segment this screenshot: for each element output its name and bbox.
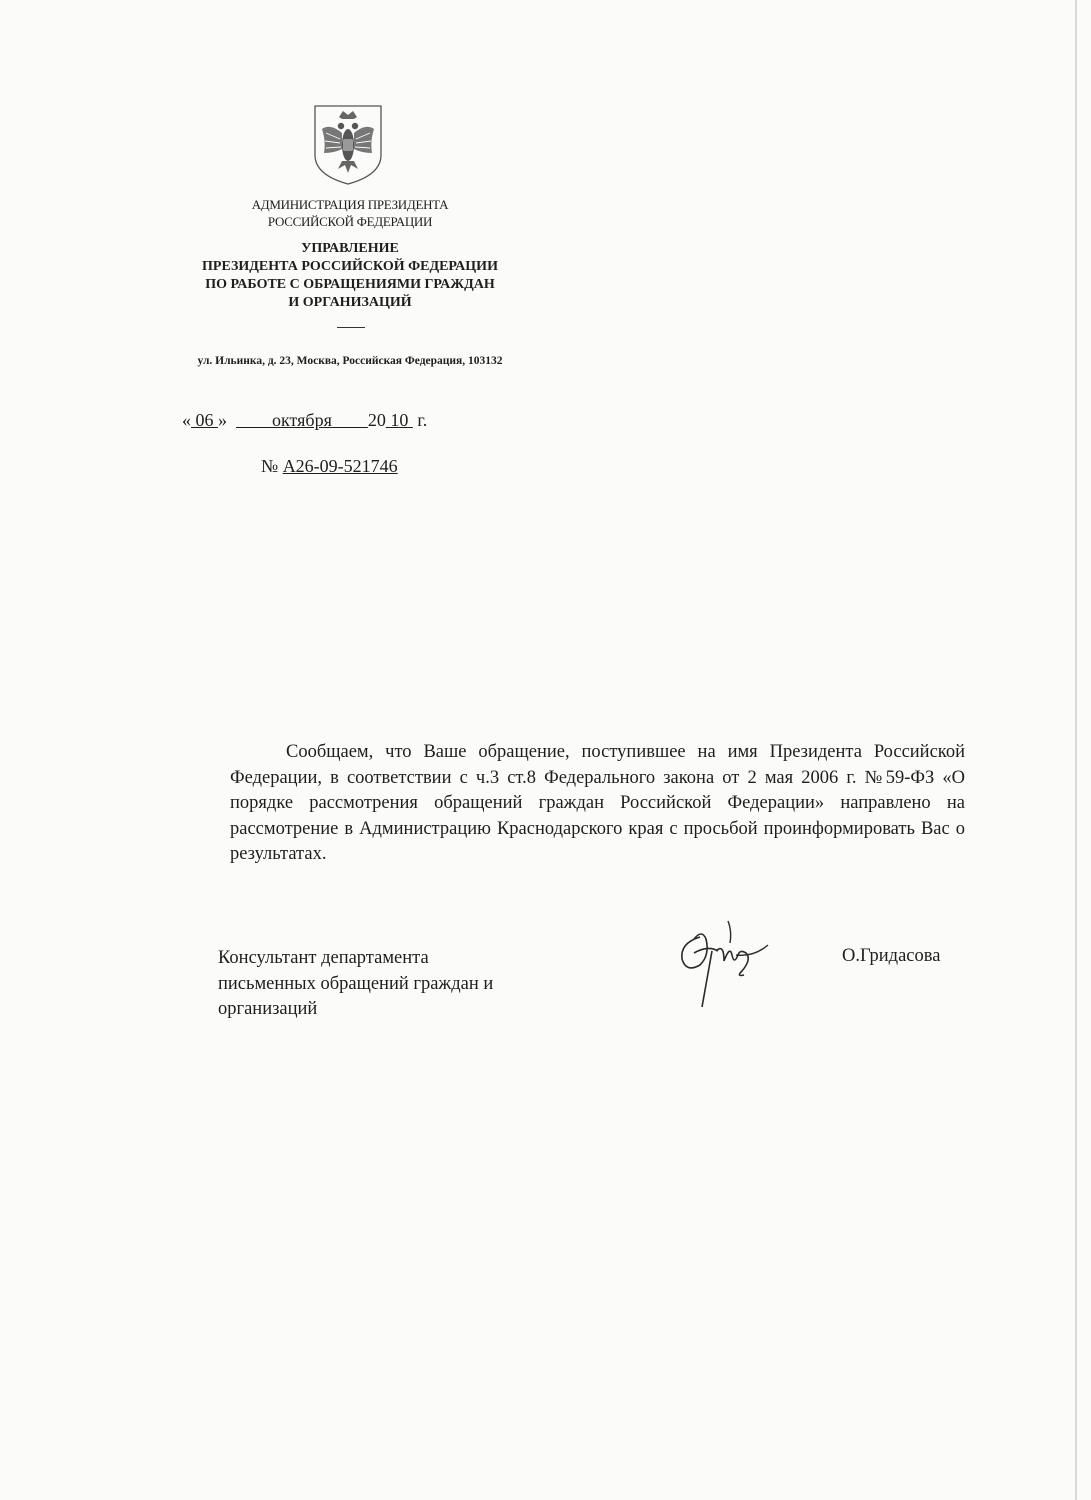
page-edge [1075,0,1077,1500]
signatory-name: О.Гридасова [842,946,941,966]
department-name [165,240,535,312]
department-line-1: УПРАВЛЕНИЕ [301,241,399,256]
signatory-title-line-1: Консультант департамента [218,948,429,968]
date-month: октября [272,410,332,430]
handwritten-signature [672,915,772,1010]
reference-symbol: № [261,456,279,476]
date-year-prefix: 20 [367,410,386,430]
date-year-mark: г. [417,410,428,430]
department-line-3: ПО РАБОТЕ С ОБРАЩЕНИЯМИ ГРАЖДАН [205,277,495,292]
administration-line-2: РОССИЙСКОЙ ФЕДЕРАЦИИ [267,214,433,229]
issuer-address: ул. Ильинка, д. 23, Москва, Российская Федерация, 103132 [197,355,503,367]
reference-value: А26-09-521746 [282,456,398,476]
date-day: 06 [195,410,214,430]
header-divider [337,327,365,328]
signatory-title-line-3: организаций [218,999,318,1019]
reference-number [261,456,398,477]
administration-line-1: АДМИНИСТРАЦИЯ ПРЕЗИДЕНТА [251,197,449,212]
date-open-quote: « [182,410,191,430]
date-year-suffix: 10 [390,410,409,430]
date-close-quote: » [218,410,227,430]
signatory-title [218,946,578,1023]
department-line-2: ПРЕЗИДЕНТА РОССИЙСКОЙ ФЕДЕРАЦИИ [202,259,498,274]
department-line-4: И ОРГАНИЗАЦИЙ [288,295,412,310]
letter-body: Сообщаем, что Ваше обращение, поступившее на имя Президента Российской Федерации, в соответствии с ч.3 ст.8 Федерального закона от 2 мая 2006 г. №59-ФЗ «О порядке рассмотрения обращений граждан Российской Федерации» направлено на рассмотрение в Администрацию Краснодарского края с просьбой проинформировать Вас о результатах. [230,742,965,864]
letter-date [182,410,427,431]
coat-of-arms-icon [312,103,384,187]
signatory-title-line-2: письменных обращений граждан и [218,973,494,994]
administration-name [215,196,485,230]
